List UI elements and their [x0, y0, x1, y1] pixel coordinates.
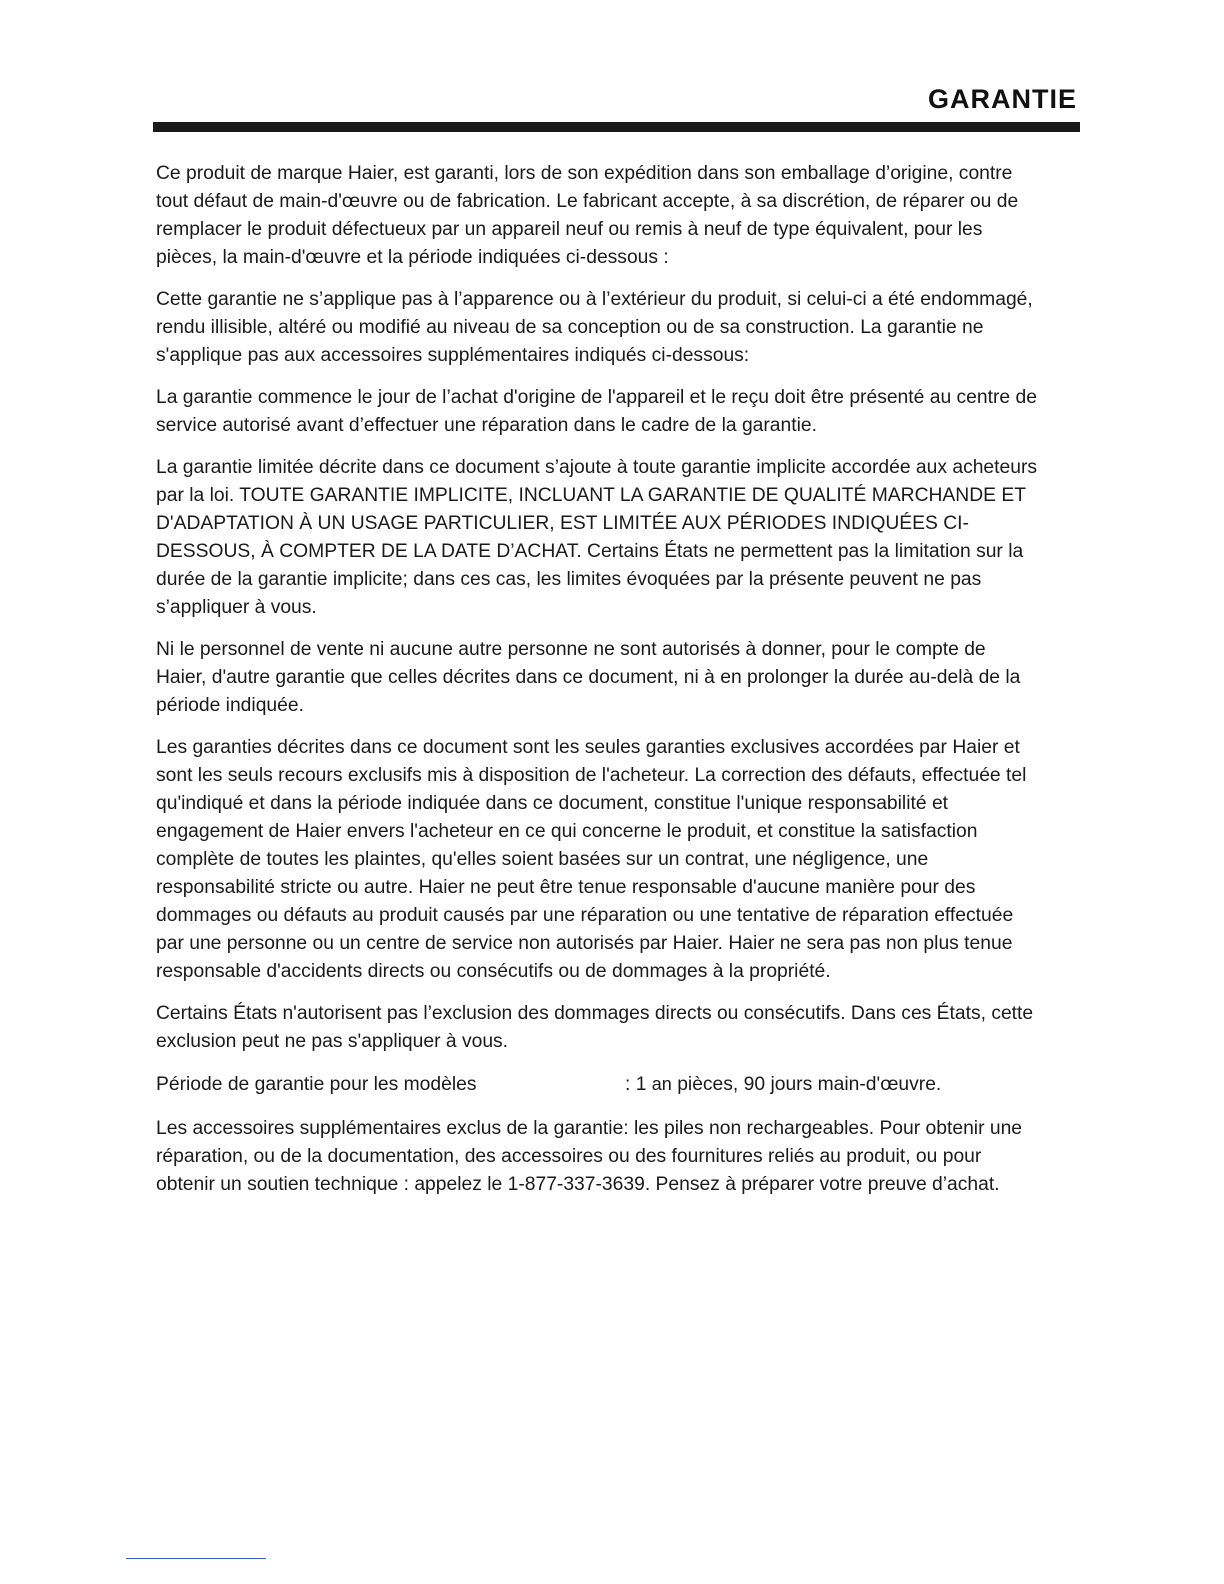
paragraph-sales-personnel: Ni le personnel de vente ni aucune autre personne ne sont autorisés à donner, pour le compte de Haier, d'autre garantie que celles décrites dans ce document, ni à en prolonger la durée au-delà de la période indiquée.: [156, 639, 1021, 716]
paragraph-exclusive-remedies: Les garanties décrites dans ce document sont les seules garanties exclusives accordées par Haier et sont les seuls recours exclusifs mis à disposition de l'acheteur. La correction des défauts, effectuée tel qu'indiqué et dans la période indiquée dans ce document, constitue l'unique responsabilité et engagement de Haier envers l'acheteur en ce qui concerne le produit, et constitue la satisfaction complète de toutes les plaintes, qu'elles soient basées sur un contrat, une négligence, une responsabilité stricte ou autre. Haier ne peut être tenue responsable d'aucune manière pour des dommages ou défauts au produit causés par une réparation ou une tentative de réparation effectuée par une personne ou un centre de service non autorisés par Haier. Haier ne sera pas non plus tenue responsable d'accidents directs ou consécutifs ou de dommages à la propriété.: [156, 737, 1027, 982]
paragraph-coverage: Ce produit de marque Haier, est garanti, lors de son expédition dans son emballage d’origine, contre tout défaut de main-d'œuvre ou de fabrication. Le fabricant accepte, à sa discrétion, de réparer ou de remplacer le produit défectueux par un appareil neuf ou remis à neuf de type équivalent, pour les pièces, la main-d'œuvre et la période indiquées ci-dessous :: [156, 163, 1019, 268]
warranty-period-detail: pièces, 90 jours main-d'œuvre.: [677, 1074, 942, 1095]
warranty-period-row: [156, 1070, 1040, 1099]
paragraph-consequential-damages: Certains États n'autorisent pas l’exclusion des dommages directs ou consécutifs. Dans ces États, cette exclusion peut ne pas s'appliquer à vous.: [156, 1003, 1034, 1052]
paragraph-start-date: La garantie commence le jour de l’achat d'origine de l'appareil et le reçu doit être présenté au centre de service autorisé avant d’effectuer une réparation dans le cadre de la garantie.: [156, 387, 1037, 436]
paragraph-accessories-support: Les accessoires supplémentaires exclus de la garantie: les piles non rechargeables. Pour obtenir une réparation, ou de la documentation, des accessoires ou des fournitures reliés au produit, ou pour obtenir un soutien technique : appelez le 1-877-337-3639. Pensez à préparer votre preuve d’achat.: [156, 1118, 1023, 1195]
paragraph-exclusions-appearance: Cette garantie ne s’applique pas à l’apparence ou à l’extérieur du produit, si celui-ci a été endommagé, rendu illisible, altéré ou modifié au niveau de sa conception ou de sa construction. La garantie ne s'applique pas aux accessoires supplémentaires indiqués ci-dessous:: [156, 289, 1033, 366]
footer-line: [126, 1558, 266, 1559]
title-divider: [153, 122, 1080, 132]
warranty-period-label: Période de garantie pour les modèles: [156, 1074, 477, 1095]
warranty-body: [156, 160, 1040, 1213]
paragraph-implied-warranty: La garantie limitée décrite dans ce document s’ajoute à toute garantie implicite accordée aux acheteurs par la loi. TOUTE GARANTIE IMPLICITE, INCLUANT LA GARANTIE DE QUALITÉ MARCHANDE ET D'ADAPTATION À UN USAGE PARTICULIER, EST LIMITÉE AUX PÉRIODES INDIQUÉES CI-DESSOUS, À COMPTER DE LA DATE D’ACHAT. Certains États ne permettent pas la limitation sur la durée de la garantie implicite; dans ces cas, les limites évoquées par la présente peuvent ne pas s’appliquer à vous.: [156, 457, 1038, 618]
warranty-period-prefix: : 1: [625, 1074, 647, 1095]
warranty-period-unit: an: [651, 1074, 672, 1094]
page-title: GARANTIE: [928, 84, 1077, 114]
